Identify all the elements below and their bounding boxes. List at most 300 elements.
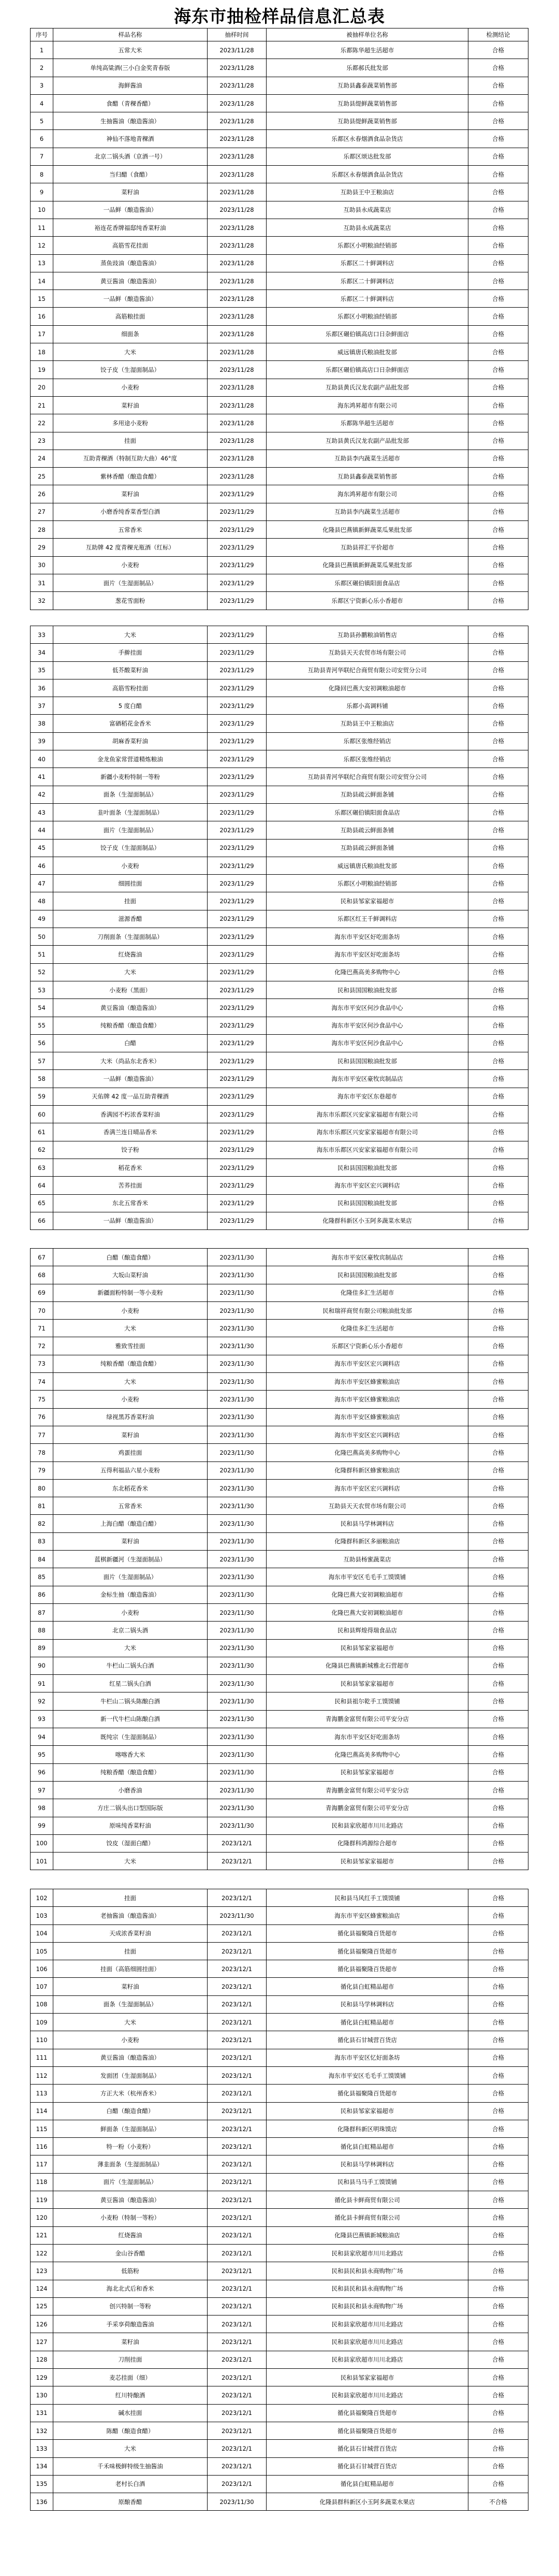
sampling-date: 2023/12/1 [208, 2457, 267, 2475]
test-result: 合格 [468, 1978, 528, 1995]
test-result: 合格 [468, 2315, 528, 2333]
test-result: 合格 [468, 2422, 528, 2439]
test-result: 合格 [468, 1907, 528, 1924]
test-result: 合格 [468, 414, 528, 432]
sampling-date: 2023/11/30 [208, 1622, 267, 1639]
table-row [31, 644, 528, 661]
sampled-unit: 化隆群科新区小玉阿多蔬菜水果店 [267, 1212, 468, 1229]
row-number: 74 [31, 1373, 53, 1391]
row-number: 87 [31, 1603, 53, 1621]
sampled-unit: 乐都区二十鲜调料店 [267, 290, 468, 308]
sampling-date: 2023/12/1 [208, 2120, 267, 2137]
row-number: 25 [31, 468, 53, 485]
sample-name: 原酿香醋 [53, 2493, 208, 2511]
sampled-unit: 民和县民和县永商购物广场 [267, 2297, 468, 2315]
test-result: 合格 [468, 41, 528, 59]
table-row [31, 2404, 528, 2422]
sample-name: 小麦粉 [53, 1391, 208, 1408]
row-number: 17 [31, 325, 53, 343]
row-number: 72 [31, 1337, 53, 1355]
sampled-unit: 互助县永成蔬菜店 [267, 219, 468, 236]
table-row [31, 592, 528, 610]
test-result: 合格 [468, 1889, 528, 1907]
sample-name: 多用途小麦粉 [53, 414, 208, 432]
sample-name: 蒸鱼豉油（酿造酱油） [53, 254, 208, 272]
sampled-unit: 乐都小高调料铺 [267, 697, 468, 715]
sample-name: 小麦粉 [53, 1603, 208, 1621]
row-number: 10 [31, 201, 53, 219]
row-number: 18 [31, 343, 53, 361]
row-number: 77 [31, 1426, 53, 1443]
sampled-unit: 互助县缇鲜蔬菜销售部 [267, 94, 468, 112]
sampled-unit: 民和县马学林调料店 [267, 2155, 468, 2173]
table-row [31, 1817, 528, 1834]
row-number: 29 [31, 539, 53, 556]
sampled-unit: 民和县马学林调料店 [267, 1995, 468, 2013]
row-number: 108 [31, 1995, 53, 2013]
row-number: 19 [31, 361, 53, 379]
row-number: 22 [31, 414, 53, 432]
sampling-date: 2023/11/30 [208, 1337, 267, 1355]
sampling-date: 2023/11/29 [208, 839, 267, 857]
sample-name: 一品鲜（酿造酱油） [53, 1212, 208, 1229]
table-row [31, 59, 528, 77]
test-result: 合格 [468, 112, 528, 130]
test-result: 合格 [468, 1995, 528, 2013]
sampled-unit: 循化县白虹精品超市 [267, 1978, 468, 1995]
row-number: 6 [31, 130, 53, 148]
table-row [31, 2226, 528, 2244]
test-result: 合格 [468, 1017, 528, 1034]
sampled-unit: 乐都区碾伯镇阳面食品店 [267, 803, 468, 821]
sampling-date: 2023/11/29 [208, 875, 267, 892]
row-number: 40 [31, 750, 53, 768]
row-number: 5 [31, 112, 53, 130]
sampling-date: 2023/11/30 [208, 2493, 267, 2511]
sampled-unit: 乐都区永春烟酒食品杂货店 [267, 130, 468, 148]
table-row [31, 290, 528, 308]
test-result: 合格 [468, 750, 528, 768]
row-number: 16 [31, 308, 53, 325]
test-result: 合格 [468, 1320, 528, 1337]
sample-name: 红烧酱油 [53, 2226, 208, 2244]
sample-name: 挂面 [53, 892, 208, 910]
row-number: 73 [31, 1355, 53, 1372]
sampling-date: 2023/12/1 [208, 1834, 267, 1852]
row-number: 109 [31, 2014, 53, 2031]
test-result: 合格 [468, 1497, 528, 1515]
sample-name: 创兴特制一等粉 [53, 2297, 208, 2315]
sample-name: 5 度白醋 [53, 697, 208, 715]
sample-name: 面片（生湿面制品） [53, 574, 208, 591]
test-result: 合格 [468, 1942, 528, 1960]
table-row [31, 2031, 528, 2049]
test-result: 合格 [468, 130, 528, 148]
sampling-date: 2023/12/1 [208, 1889, 267, 1907]
sampled-unit: 循化县福聚隆百货超市 [267, 1942, 468, 1960]
table-row [31, 2120, 528, 2137]
sampling-date: 2023/11/28 [208, 396, 267, 414]
sample-name: 碱水挂面 [53, 2404, 208, 2422]
row-number: 43 [31, 803, 53, 821]
row-number: 47 [31, 875, 53, 892]
sampled-unit: 乐都区碾伯镇高店口日杂鲜面店 [267, 325, 468, 343]
sampling-date: 2023/11/29 [208, 539, 267, 556]
test-result: 合格 [468, 361, 528, 379]
test-result: 合格 [468, 2085, 528, 2102]
sampled-unit: 海东市平安区蜂蜜粮油店 [267, 1408, 468, 1426]
table-row [31, 2351, 528, 2368]
test-result: 合格 [468, 786, 528, 803]
sampled-unit: 民和县家欣超市川川北路店 [267, 2351, 468, 2368]
row-number: 101 [31, 1853, 53, 1870]
test-result: 合格 [468, 432, 528, 450]
table-row [31, 2014, 528, 2031]
sampling-date: 2023/11/30 [208, 1532, 267, 1550]
sampling-date: 2023/11/30 [208, 1907, 267, 1924]
test-result: 合格 [468, 768, 528, 786]
sampled-unit: 海东市平安区豪牧宾制品店 [267, 1249, 468, 1266]
sampling-date: 2023/11/30 [208, 1391, 267, 1408]
row-number: 71 [31, 1320, 53, 1337]
sampled-unit: 民和县邹家家福超市 [267, 2102, 468, 2120]
test-result: 合格 [468, 2226, 528, 2244]
sampling-date: 2023/11/29 [208, 892, 267, 910]
table-row [31, 875, 528, 892]
sampled-unit: 民和县马学林调料店 [267, 1515, 468, 1532]
row-number: 97 [31, 1781, 53, 1799]
sample-name: 一品鲜（酿造酱油） [53, 290, 208, 308]
table-row [31, 1212, 528, 1229]
sample-name: 葱花雪面粉 [53, 592, 208, 610]
table-row [31, 539, 528, 556]
sampled-unit: 乐都区永春烟酒食品杂货店 [267, 166, 468, 183]
table-row [31, 963, 528, 981]
sample-name: 大米 [53, 343, 208, 361]
test-result: 合格 [468, 1266, 528, 1284]
sampled-unit: 互助县疏云鲜面条铺 [267, 786, 468, 803]
row-number: 21 [31, 396, 53, 414]
test-result: 合格 [468, 556, 528, 574]
row-number: 100 [31, 1834, 53, 1852]
test-result: 合格 [468, 521, 528, 539]
sampling-date: 2023/11/28 [208, 432, 267, 450]
sampled-unit: 民和瑞祥商贸有限公司粮油批发部 [267, 1301, 468, 1319]
table-row [31, 1391, 528, 1408]
sampling-date: 2023/12/1 [208, 2173, 267, 2191]
sampling-date: 2023/12/1 [208, 2404, 267, 2422]
test-result: 合格 [468, 2138, 528, 2155]
table-row [31, 1675, 528, 1692]
sample-name: 喀喀香大米 [53, 1746, 208, 1763]
sampled-unit: 互助县天天农贸市场有限公司 [267, 1497, 468, 1515]
row-number: 79 [31, 1461, 53, 1479]
row-number: 12 [31, 237, 53, 254]
test-result: 合格 [468, 857, 528, 874]
table-segment [30, 1248, 528, 1870]
table-row [31, 1479, 528, 1497]
sampling-date: 2023/11/29 [208, 732, 267, 750]
sampled-unit: 海东市平安区宏兴调料店 [267, 1479, 468, 1497]
sampling-date: 2023/11/30 [208, 1675, 267, 1692]
sampled-unit: 互助县缇鲜蔬菜销售部 [267, 112, 468, 130]
test-result: 合格 [468, 2280, 528, 2297]
sampling-date: 2023/12/1 [208, 2333, 267, 2351]
column-header: 抽样时间 [208, 28, 267, 41]
sampling-date: 2023/11/28 [208, 450, 267, 467]
sample-name: 绿视黑苏香菜籽油 [53, 1408, 208, 1426]
table-row [31, 1034, 528, 1052]
sample-name: 大米 [53, 1373, 208, 1391]
sampled-unit: 循化县福聚隆百货超市 [267, 2085, 468, 2102]
test-result: 合格 [468, 1408, 528, 1426]
sample-name: 一品鲜（酿造酱油） [53, 1070, 208, 1088]
test-result: 合格 [468, 1817, 528, 1834]
row-number: 130 [31, 2386, 53, 2404]
test-result: 合格 [468, 981, 528, 998]
sampled-unit: 民和县国国粮油批发部 [267, 1159, 468, 1176]
test-result: 合格 [468, 1461, 528, 1479]
table-row [31, 910, 528, 928]
sample-name: 高筋雪粉挂面 [53, 679, 208, 697]
table-row [31, 946, 528, 963]
sample-name: 大米 [53, 2440, 208, 2457]
test-result: 合格 [468, 468, 528, 485]
table-row [31, 574, 528, 591]
test-result: 合格 [468, 379, 528, 396]
table-row [31, 343, 528, 361]
sampled-unit: 互助县鑫泰蔬菜销售部 [267, 77, 468, 94]
sample-name: 菜籽油 [53, 485, 208, 503]
sampling-date: 2023/11/29 [208, 857, 267, 874]
sampled-unit: 民和县民和县永商购物广场 [267, 2262, 468, 2280]
row-number: 48 [31, 892, 53, 910]
sampling-date: 2023/11/29 [208, 1017, 267, 1034]
sampled-unit: 民和县家欣超市川川北路店 [267, 2386, 468, 2404]
test-result: 合格 [468, 2066, 528, 2084]
test-result: 合格 [468, 2297, 528, 2315]
row-number: 38 [31, 715, 53, 732]
sampling-date: 2023/11/29 [208, 644, 267, 661]
sample-name: 香满园不朽浓香菜籽油 [53, 1106, 208, 1123]
sample-name: 生抽酱油（酿造酱油） [53, 112, 208, 130]
sampled-unit: 海东鸿昇超市有限公司 [267, 485, 468, 503]
sample-name: 老村长白酒 [53, 2475, 208, 2493]
row-number: 98 [31, 1799, 53, 1817]
sample-name: 面片（生湿面制品） [53, 1568, 208, 1586]
row-number: 9 [31, 183, 53, 201]
sampling-date: 2023/11/30 [208, 1639, 267, 1657]
sampled-unit: 海东鸿昇超市有限公司 [267, 396, 468, 414]
test-result: 合格 [468, 1088, 528, 1105]
row-number: 123 [31, 2262, 53, 2280]
sampled-unit: 循化县白虹精品超市 [267, 2475, 468, 2493]
test-result: 合格 [468, 2120, 528, 2137]
sample-name: 陈醋（酿造食醋） [53, 2422, 208, 2439]
table-row [31, 1728, 528, 1746]
sample-name: 低筋粉 [53, 2262, 208, 2280]
table-row [31, 272, 528, 290]
row-number: 90 [31, 1657, 53, 1674]
test-result: 合格 [468, 1799, 528, 1817]
sampled-unit: 化隆巴燕大安初调粮油超市 [267, 1603, 468, 1621]
sampled-unit: 海东市平安区豪牧宾制品店 [267, 1070, 468, 1088]
table-row [31, 1692, 528, 1710]
test-result: 合格 [468, 343, 528, 361]
sample-name: 鲜面条（生湿面制品） [53, 2120, 208, 2137]
table-row [31, 1320, 528, 1337]
row-number: 103 [31, 1907, 53, 1924]
sampled-unit: 青海鹏金富贸有限公司平安分店 [267, 1710, 468, 1728]
table-row [31, 1978, 528, 1995]
row-number: 107 [31, 1978, 53, 1995]
test-result: 合格 [468, 1426, 528, 1443]
sample-name: 挂面 [53, 1942, 208, 1960]
sample-name: 纯粮香醋（酿造食醋） [53, 1763, 208, 1781]
sampled-unit: 化隆巴燕高美多购物中心 [267, 1444, 468, 1461]
sampling-date: 2023/11/29 [208, 768, 267, 786]
table-row [31, 1889, 528, 1907]
sampled-unit: 乐都陈华超生活超市 [267, 414, 468, 432]
test-result: 合格 [468, 503, 528, 520]
sample-name: 菜籽油 [53, 1978, 208, 1995]
row-number: 39 [31, 732, 53, 750]
test-result: 合格 [468, 1853, 528, 1870]
sampling-date: 2023/11/29 [208, 910, 267, 928]
sample-name: 挂面 [53, 1889, 208, 1907]
sample-name: 北京二锅头酒（京酒一号） [53, 148, 208, 165]
sample-name: 细面条 [53, 325, 208, 343]
test-result: 合格 [468, 94, 528, 112]
table-row [31, 1408, 528, 1426]
test-result: 合格 [468, 1373, 528, 1391]
test-result: 合格 [468, 237, 528, 254]
sample-name: 面片（生湿面制品） [53, 821, 208, 839]
sampling-date: 2023/11/30 [208, 1284, 267, 1301]
table-row [31, 485, 528, 503]
test-result: 合格 [468, 2333, 528, 2351]
sampling-date: 2023/11/30 [208, 1799, 267, 1817]
test-result: 合格 [468, 1479, 528, 1497]
sampling-date: 2023/11/29 [208, 1123, 267, 1141]
test-result: 合格 [468, 1960, 528, 1978]
sampling-date: 2023/11/28 [208, 308, 267, 325]
sample-name: 大米 [53, 626, 208, 644]
sample-name: 饺子皮（生湿面制品） [53, 361, 208, 379]
sampling-date: 2023/11/29 [208, 821, 267, 839]
sampling-date: 2023/12/1 [208, 2422, 267, 2439]
sampled-unit: 乐都区颂达批发部 [267, 148, 468, 165]
test-result: 合格 [468, 2173, 528, 2191]
sampled-unit: 海东市平安区何沙食品中心 [267, 999, 468, 1017]
table-row [31, 1373, 528, 1391]
row-number: 121 [31, 2226, 53, 2244]
sample-name: 白醋（酿造食醋） [53, 1249, 208, 1266]
sample-name: 海北北式后和香米 [53, 2280, 208, 2297]
sampled-unit: 民和县国国粮油批发部 [267, 1194, 468, 1212]
sampling-date: 2023/12/1 [208, 2014, 267, 2031]
sampled-unit: 民和县马马手工馍馍铺 [267, 2173, 468, 2191]
test-result: 合格 [468, 715, 528, 732]
table-row [31, 1461, 528, 1479]
table-row [31, 41, 528, 59]
sampled-unit: 乐都区碾伯镇高店口日杂鲜面店 [267, 361, 468, 379]
row-number: 105 [31, 1942, 53, 1960]
sampled-unit: 互助县祥汇平价超市 [267, 539, 468, 556]
row-number: 131 [31, 2404, 53, 2422]
sampling-date: 2023/11/30 [208, 1426, 267, 1443]
row-number: 95 [31, 1746, 53, 1763]
table-row [31, 999, 528, 1017]
test-result: 合格 [468, 1639, 528, 1657]
table-row [31, 1746, 528, 1763]
column-header: 检测结论 [468, 28, 528, 41]
table-row [31, 1052, 528, 1070]
table-row [31, 2369, 528, 2386]
table-row [31, 1924, 528, 1942]
sampled-unit: 化隆县巴燕镇新城雅北石营超市 [267, 1657, 468, 1674]
sampling-date: 2023/12/1 [208, 2475, 267, 2493]
sampled-unit: 乐都区小明粮油经销部 [267, 875, 468, 892]
test-result: 合格 [468, 2191, 528, 2209]
table-row [31, 1177, 528, 1194]
table-row [31, 450, 528, 467]
row-number: 115 [31, 2120, 53, 2137]
test-result: 合格 [468, 308, 528, 325]
sampled-unit: 民和县邹家家福超市 [267, 1675, 468, 1692]
test-result: 合格 [468, 2369, 528, 2386]
table-row [31, 325, 528, 343]
sampling-date: 2023/11/30 [208, 1781, 267, 1799]
sample-name: 海鲜酱油 [53, 77, 208, 94]
sample-name: 菜籽油 [53, 1532, 208, 1550]
sampled-unit: 乐都郝氏批发部 [267, 59, 468, 77]
row-number: 14 [31, 272, 53, 290]
row-number: 64 [31, 1177, 53, 1194]
table-row [31, 396, 528, 414]
test-result: 合格 [468, 2209, 528, 2226]
table-row [31, 1799, 528, 1817]
table-row [31, 661, 528, 679]
sample-name: 挂面（高筋细圆挂面） [53, 1960, 208, 1978]
sampled-unit: 民和县邹家家福超市 [267, 1853, 468, 1870]
sampled-unit: 互助县青河华联纪合商贸有限公司安贸分公司 [267, 768, 468, 786]
sampling-date: 2023/11/28 [208, 290, 267, 308]
table-row [31, 1942, 528, 1960]
test-result: 合格 [468, 1034, 528, 1052]
row-number: 54 [31, 999, 53, 1017]
sampled-unit: 海东市平安区忆好面条坊 [267, 2049, 468, 2066]
sampled-unit: 互助县黄氏汉龙农副产品批发部 [267, 379, 468, 396]
sampled-unit: 互助县鑫泰蔬菜销售部 [267, 468, 468, 485]
table-row [31, 2085, 528, 2102]
table-row [31, 1603, 528, 1621]
sampled-unit: 民和县家欣超市川川北路店 [267, 1817, 468, 1834]
test-result: 合格 [468, 2440, 528, 2457]
row-number: 134 [31, 2457, 53, 2475]
sampled-unit: 海东市平安区好吃面条坊 [267, 946, 468, 963]
column-header: 样品名称 [53, 28, 208, 41]
row-number: 113 [31, 2085, 53, 2102]
table-row [31, 1657, 528, 1674]
sampling-date: 2023/12/1 [208, 1960, 267, 1978]
row-number: 30 [31, 556, 53, 574]
sampling-date: 2023/11/29 [208, 946, 267, 963]
table-row [31, 1194, 528, 1212]
row-number: 34 [31, 644, 53, 661]
test-result: 合格 [468, 2049, 528, 2066]
test-result: 合格 [468, 946, 528, 963]
